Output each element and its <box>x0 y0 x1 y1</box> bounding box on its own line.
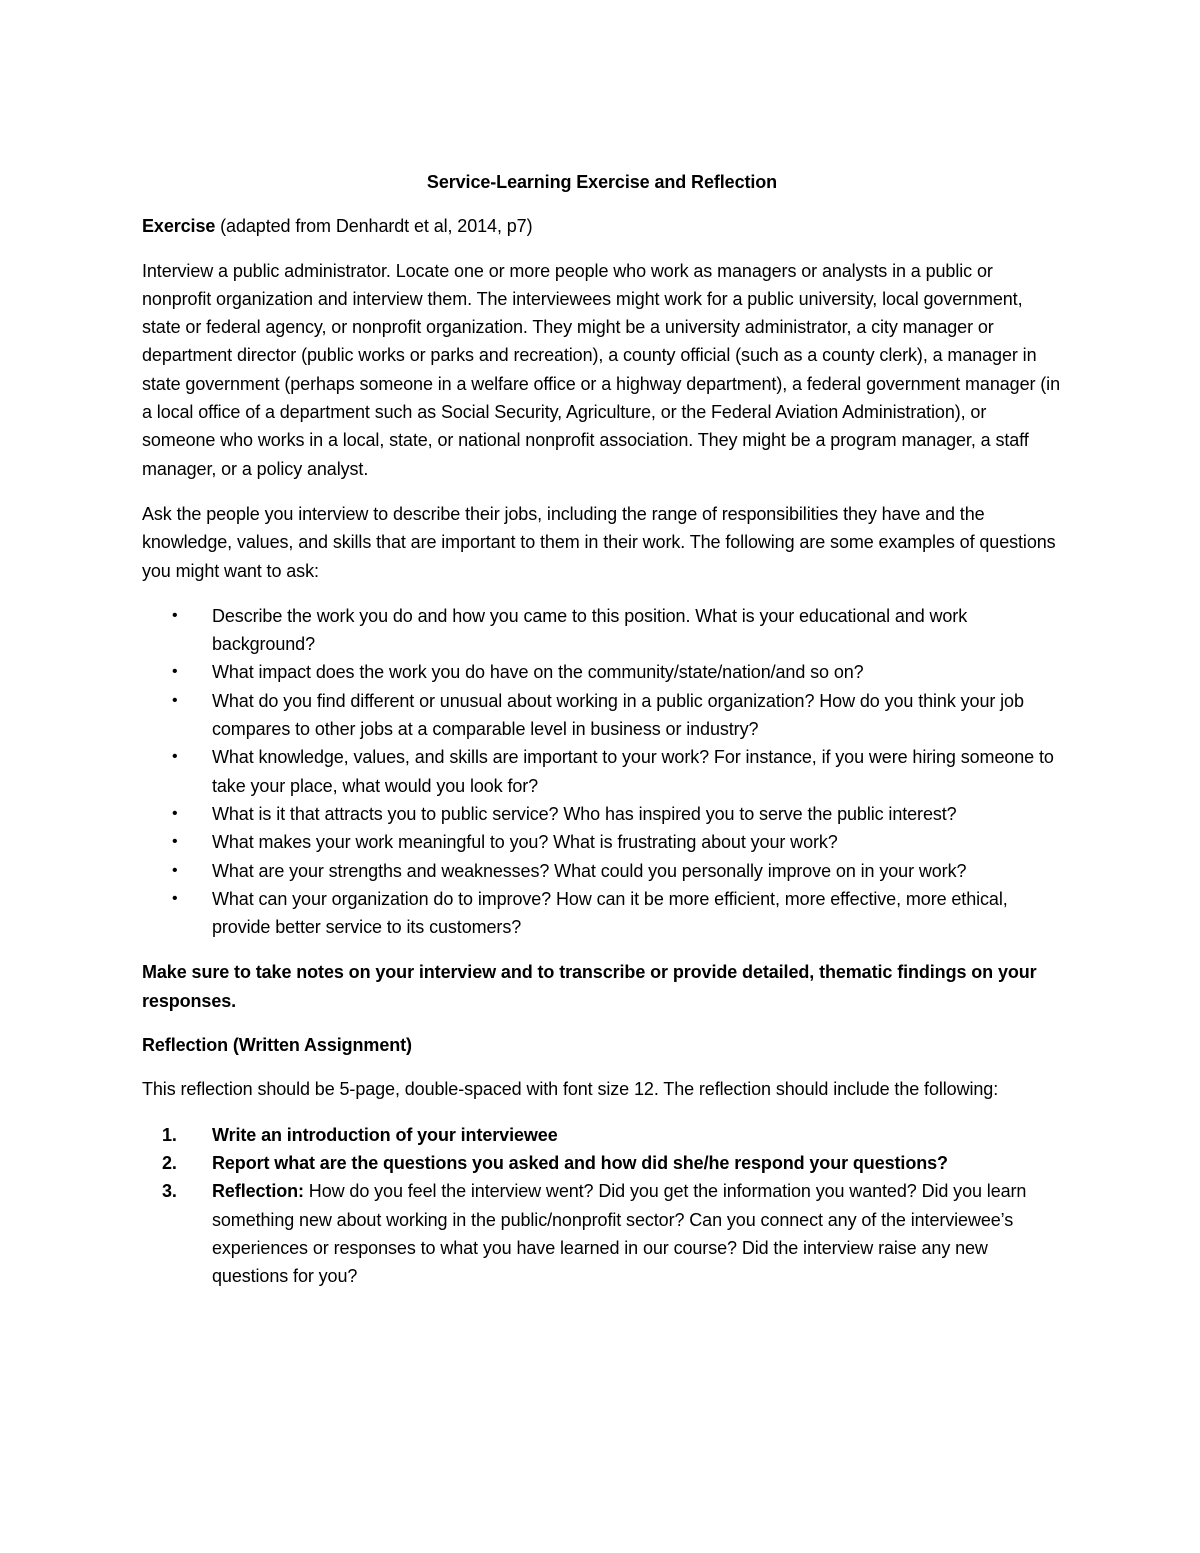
question-text: What do you find different or unusual about working in a public organization? How do you think your job compares to other jobs at a comparable level in business or industry? <box>212 690 1024 740</box>
bullet-icon: • <box>172 691 178 709</box>
question-text: What impact does the work you do have on the community/state/nation/and so on? <box>212 662 864 683</box>
question-text: What knowledge, values, and skills are important to your work? For instance, if you were hiring someone to take your place, what would you look for? <box>212 747 1054 796</box>
step-bold-text: Write an introduction of your interviewee <box>212 1124 558 1145</box>
bullet-icon: • <box>172 606 178 624</box>
bullet-icon: • <box>172 748 178 766</box>
step-bold-text: Report what are the questions you asked and how did she/he respond your questions? <box>212 1152 948 1173</box>
question-text: Describe the work you do and how you came to this position. What is your educational and work background? <box>212 605 968 655</box>
step-number: 3. <box>162 1181 177 1202</box>
question-text: What can your organization do to improve? How can it be more efficient, more effective, more ethical, provide better service to its customers? <box>212 888 1008 938</box>
reflection-steps <box>142 1121 1062 1291</box>
step-item <box>142 1121 1062 1149</box>
step-number: 2. <box>162 1152 177 1173</box>
question-item <box>142 828 1062 856</box>
exercise-heading <box>142 212 1062 240</box>
question-item <box>142 743 1062 800</box>
question-item <box>142 658 1062 686</box>
ask-paragraph: Ask the people you interview to describe their jobs, including the range of responsibilities they have and the knowledge, values, and skills that are important to them in their work. The following are some examples of questions you might want to ask: <box>142 503 1056 581</box>
reflection-heading: Reflection (Written Assignment) <box>142 1035 412 1056</box>
question-item <box>142 687 1062 744</box>
exercise-source: (adapted from Denhardt et al, 2014, p7) <box>215 216 533 237</box>
question-text: What makes your work meaningful to you? What is frustrating about your work? <box>212 832 838 853</box>
question-item <box>142 602 1062 659</box>
bullet-icon: • <box>172 833 178 851</box>
step-number: 1. <box>162 1124 177 1145</box>
question-text: What is it that attracts you to public service? Who has inspired you to serve the public interest? <box>212 803 957 824</box>
step-item <box>142 1149 1062 1177</box>
step-bold-text: Reflection: <box>212 1181 304 1202</box>
bullet-icon: • <box>172 663 178 681</box>
document-title: Service-Learning Exercise and Reflection <box>426 172 778 192</box>
bullet-icon: • <box>172 804 178 822</box>
question-list <box>142 602 1062 942</box>
reflection-paragraph: This reflection should be 5-page, double-spaced with font size 12. The reflection should include the following: <box>142 1079 999 1100</box>
document-body <box>142 168 1062 1290</box>
step-item <box>142 1177 1062 1290</box>
question-item <box>142 857 1062 885</box>
question-text: What are your strengths and weaknesses? What could you personally improve on in your work? <box>212 860 967 881</box>
exercise-label: Exercise <box>142 216 216 237</box>
notes-paragraph: Make sure to take notes on your interview and to transcribe or provide detailed, thematic findings on your responses. <box>142 962 1037 1011</box>
question-item <box>142 800 1062 828</box>
intro-paragraph: Interview a public administrator. Locate one or more people who work as managers or analysts in a public or nonprofit organization and interview them. The interviewees might work for a public university, local government, state or federal agency, or nonprofit organization. They might be a university administrator, a city manager or department director (public works or parks and recreation), a county official (such as a county clerk), a manager in state government (perhaps someone in a welfare office or a highway department), a federal government manager (in a local office of a department such as Social Security, Agriculture, or the Federal Aviation Administration), or someone who works in a local, state, or national nonprofit association. They might be a program manager, a staff manager, or a policy analyst. <box>142 260 1060 479</box>
step-text: How do you feel the interview went? Did you get the information you wanted? Did you learn something new about working in the public/nonprofit sector? Can you connect any of the interviewee’s experiences or responses to what you have learned in our course? Did the interview raise any new questions for you? <box>212 1181 1027 1287</box>
question-item <box>142 885 1062 942</box>
bullet-icon: • <box>172 861 178 879</box>
bullet-icon: • <box>172 889 178 907</box>
